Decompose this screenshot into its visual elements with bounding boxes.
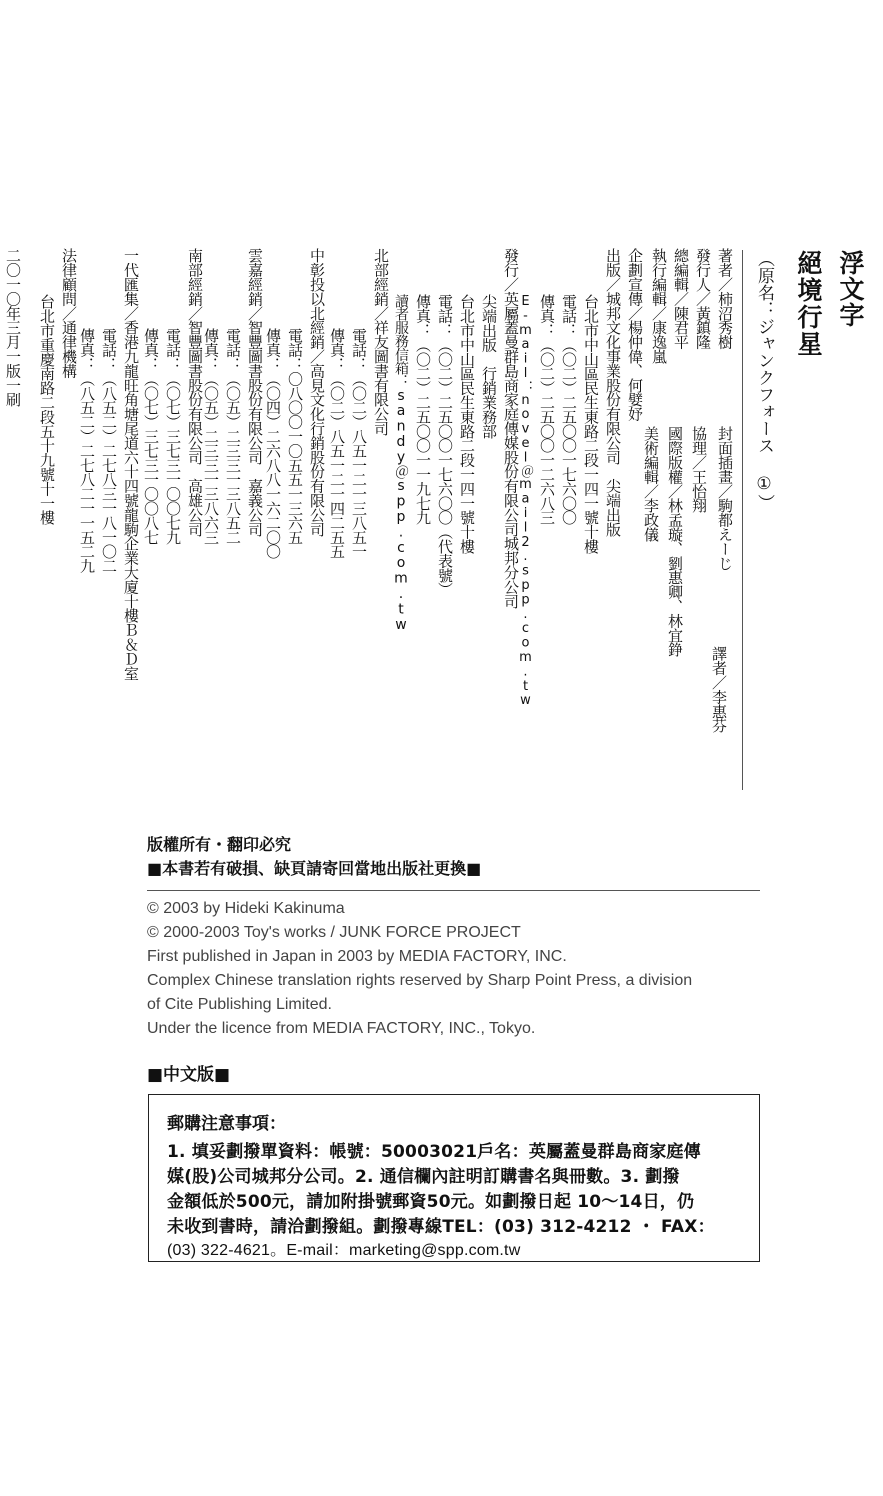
distributor-central-fax: 傳真：（〇四）二六八八一六二〇〇 — [264, 328, 282, 559]
distributor-north: 北部經銷／祥友圖書有限公司 — [372, 248, 390, 436]
credit-art-editor: 美術編輯／李政儀 — [642, 426, 660, 542]
credit-exec-editor: 執行編輯／康逸嵐 — [650, 248, 668, 364]
credit-assist: 協理／王怡翔 — [690, 426, 708, 513]
distributor-yunjia-fax: 傳真：（〇五）二三三一三八六三 — [202, 328, 220, 545]
credit-publisher-person: 發行人／黃鎮隆 — [694, 248, 712, 349]
distributor-north-fax: 傳真：（〇二）八五一二一四二五五 — [328, 328, 346, 559]
publisher-tel: 電話：（〇二）二五〇〇一七六〇〇 — [560, 294, 578, 525]
series-title: 浮文字 — [836, 250, 865, 328]
printing-date: 二〇一〇年三月一版一刷 — [4, 248, 22, 407]
distributor-south-fax: 傳真：（〇七）三七三一〇〇八七 — [142, 328, 160, 545]
publisher-fax: 傳真：（〇二）二五〇〇一二六八三 — [538, 294, 556, 525]
horizontal-divider — [147, 890, 760, 891]
credit-author: 著者／柿沼秀樹 — [716, 248, 734, 349]
mail-order-notice-box — [148, 1094, 760, 1262]
issuer-tel: 電話：（〇二）二五〇〇一七六〇〇（代表號） — [436, 294, 454, 597]
credit-planning: 企劃宣傳／楊仲偉、何嬖妤 — [626, 248, 644, 421]
notice-line: 未收到書時，請洽劃撥組。劃撥專線TEL：(03) 312-4212 ・ FAX： — [167, 1217, 715, 1237]
copyright-line: First published in Japan in 2003 by MEDIA FACTORY, INC. — [147, 948, 567, 965]
legal-address: 台北市重慶南路二段五十九號十一樓 — [38, 294, 56, 525]
credit-publisher: 出版／城邦文化事業股份有限公司 尖端出版 — [604, 248, 622, 537]
notice-line: (03) 322-4621。E-mail：marketing@spp.com.tw — [167, 1242, 521, 1259]
distributor-central: 中彰投以北經銷／高見文化行銷股份有限公司 — [308, 248, 326, 537]
publisher-address: 台北市中山區民生東路二段一四一號十樓 — [582, 294, 600, 554]
issuer-fax: 傳真：（〇二）二五〇〇一一九七九 — [414, 294, 432, 525]
distributor-hk: 一代匯集／香港九龍旺角塘尾道六十四號龍駒企業大廈十樓Ｂ＆Ｄ室 — [122, 248, 140, 681]
notice-line: 1. 填妥劃撥單資料：帳號：50003021戶名：英屬蓋曼群島商家庭傳 — [167, 1142, 701, 1162]
copyright-line: © 2003 by Hideki Kakinuma — [147, 900, 345, 917]
copyright-line: Under the licence from MEDIA FACTORY, INC., Tokyo. — [147, 1020, 536, 1037]
chinese-edition-label: ■中文版■ — [147, 1065, 231, 1085]
notice-line: 媒(股)公司城邦分公司。2. 通信欄內註明訂購書名與冊數。3. 劃撥 — [167, 1167, 680, 1187]
issuer-dept: 尖端出版 行銷業務部 — [480, 294, 498, 439]
credit-intl-rights: 國際版權／林孟璇、劉惠卿、林宜錚 — [666, 426, 684, 657]
distributor-south: 南部經銷／智豐圖書股份有限公司 高雄公司 — [186, 248, 204, 537]
damage-notice: ■本書若有破損、缺頁請寄回當地出版社更換■ — [147, 859, 482, 878]
issuer-address: 台北市中山區民生東路二段一四一號十樓 — [458, 294, 476, 554]
credit-chief-editor: 總編輯／陳君平 — [672, 248, 690, 349]
notice-title: 郵購注意事項： — [167, 1114, 286, 1134]
distributor-north-tel: 電話：（〇二）八五一二一三八五一 — [350, 328, 368, 559]
rights-reserved: 版權所有・翻印必究 — [147, 835, 292, 854]
credit-cover: 封面插畫／駒都えーじ — [716, 426, 734, 571]
distributor-yunjia-tel: 電話：（〇五）二三三一三八五二 — [224, 328, 242, 545]
copyright-line: Complex Chinese translation rights reserved by Sharp Point Press, a division — [147, 972, 693, 989]
distributor-south-tel: 電話：（〇七）三七三一〇〇七九 — [164, 328, 182, 545]
original-title: （原名：ジャンクフォース ①） — [754, 250, 774, 511]
book-title: 絕境行星 — [794, 250, 823, 358]
vertical-divider — [742, 250, 743, 790]
distributor-yunjia: 雲嘉經銷／智豐圖書股份有限公司 嘉義公司 — [246, 248, 264, 537]
copyright-line: © 2000-2003 Toy's works / JUNK FORCE PROJECT — [147, 924, 521, 941]
distributor-hk-tel: 電話：（八五二）二七八三一八一〇二 — [100, 328, 118, 573]
distributor-hk-fax: 傳真：（八五二）二七八二一一五二九 — [78, 328, 96, 573]
copyright-line: of Cite Publishing Limited. — [147, 996, 332, 1013]
credit-translator: 譯者／李惠芬 — [710, 646, 728, 733]
distributor-central-tel: 電話：〇八〇〇一〇五五一三六五 — [286, 328, 304, 545]
notice-line: 金額低於500元，請加附掛號郵資50元。如劃撥日起 10～14日，仍 — [167, 1192, 695, 1212]
legal-advisor: 法律顧問／通律機構 — [60, 248, 78, 378]
publisher-email: E-mail：novel＠mail2.spp.com.tw — [518, 294, 533, 708]
reader-service-email: 讀者服務信箱：sandy＠spp.com.tw — [393, 294, 409, 633]
credit-issuer: 發行／英屬蓋曼群島商家庭傳媒股份有限公司城邦分公司 — [502, 248, 520, 609]
